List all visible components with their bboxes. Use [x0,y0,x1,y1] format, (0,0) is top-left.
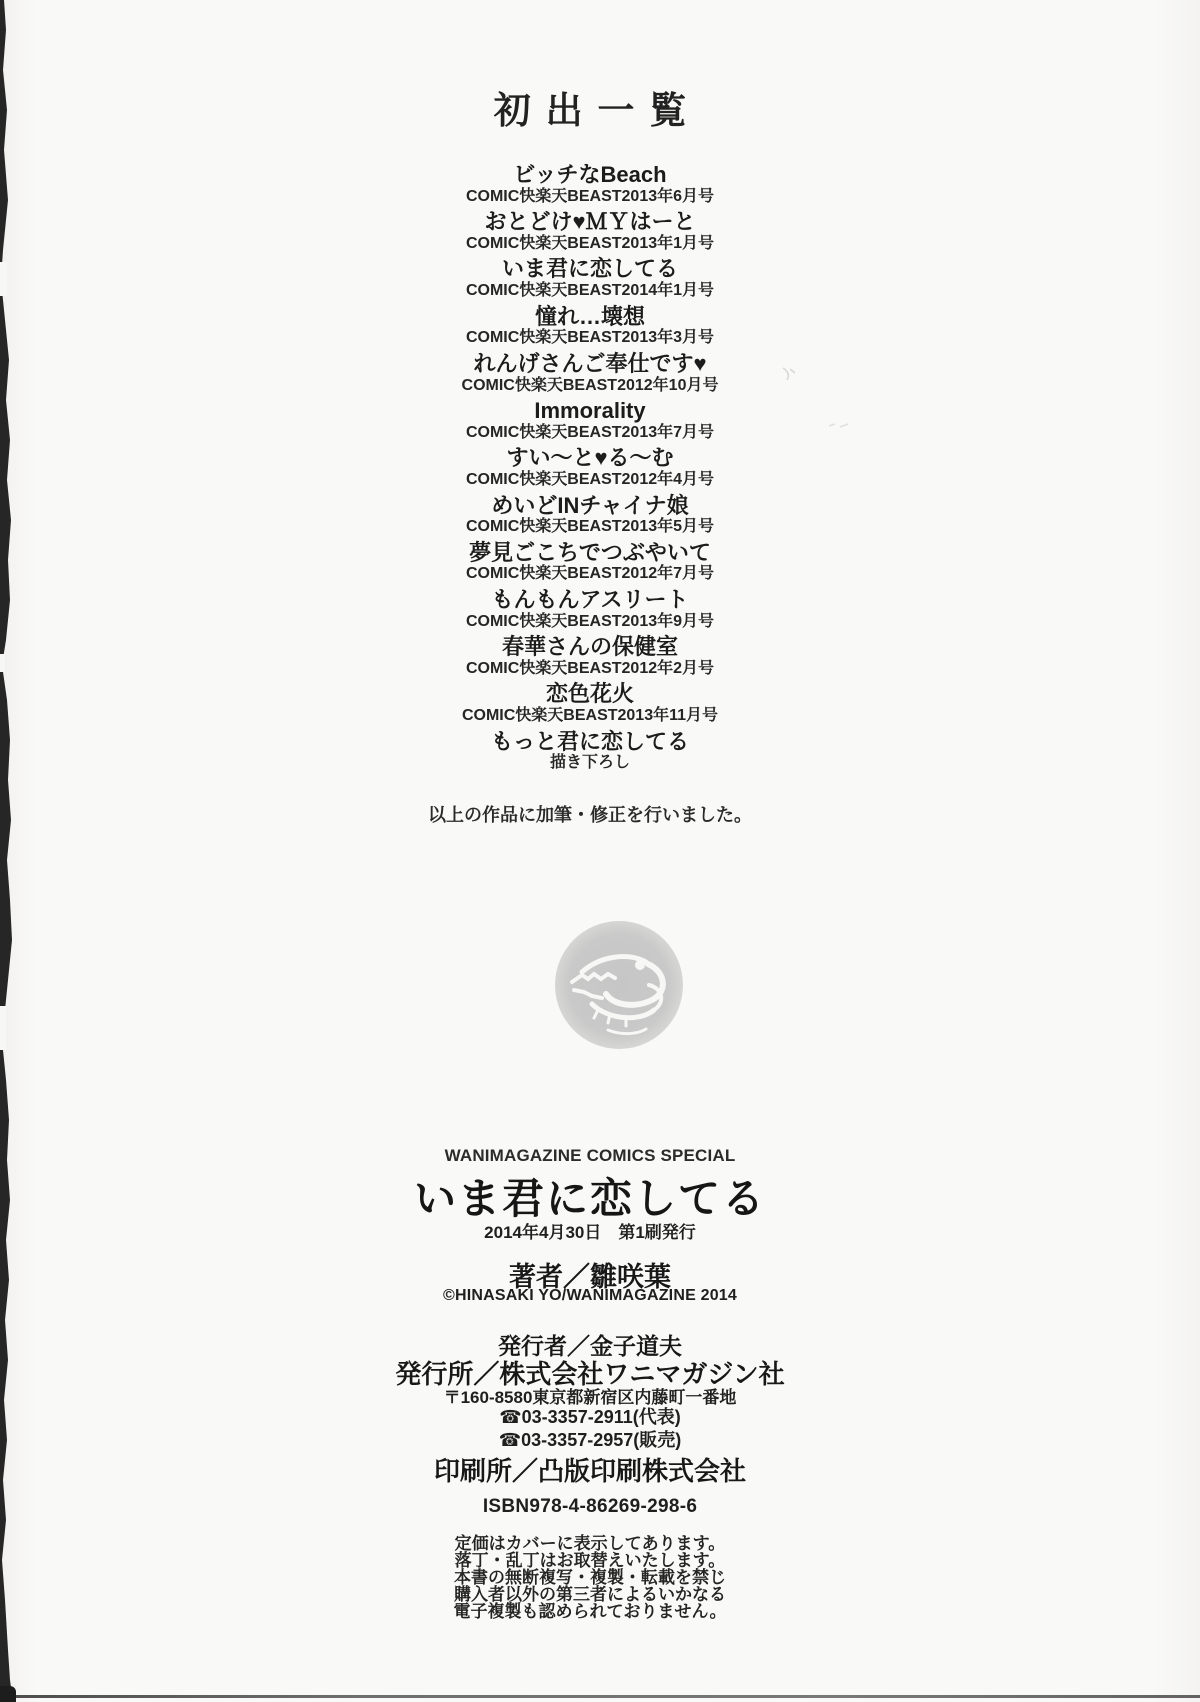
work-source: COMIC快楽天BEAST2013年9月号 [465,612,715,630]
list-item [0,210,1180,252]
list-item [0,730,1180,772]
list-item [0,399,1180,441]
work-source: COMIC快楽天BEAST2013年3月号 [465,329,715,347]
scan-speck [828,420,850,430]
legal-notice [0,1535,1180,1620]
phone-main-line: ☎03-3357-2911(代表) [499,1407,681,1427]
work-source: COMIC快楽天BEAST2013年5月号 [465,518,715,536]
publisher-person-line: 発行者／金子道夫 [498,1333,682,1359]
work-title: 夢見ごこちでつぶやいて [469,539,711,565]
print-date: 2014年4月30日 第1刷発行 [484,1223,696,1242]
imprint-brand: WANIMAGAZINE COMICS SPECIAL [444,1146,736,1165]
bottom-corner-mark [0,1686,16,1702]
work-title: すい〜と♥る〜む [506,445,674,471]
list-item [0,541,1180,583]
work-title: 憧れ…壊想 [534,303,645,329]
copyright-line: ©HINASAKI YO/WANIMAGAZINE 2014 [443,1287,737,1304]
work-title: いま君に恋してる [501,256,678,282]
work-source: COMIC快楽天BEAST2014年1月号 [465,282,715,300]
legal-notice-line: 落丁・乱丁はお取替えいたします。 [454,1551,726,1570]
author-line: 著者／雛咲葉 [509,1262,671,1292]
legal-notice-line: 電子複製も認められておりません。 [453,1602,727,1621]
work-source: COMIC快楽天BEAST2013年6月号 [465,187,715,205]
scan-speck [780,366,798,382]
publisher-company-line: 発行所／株式会社ワニマガジン社 [395,1359,785,1389]
work-title: もんもんアスリート [491,586,689,612]
work-source: COMIC快楽天BEAST2012年10月号 [461,376,719,394]
list-item [0,352,1180,394]
work-source: COMIC快楽天BEAST2013年11月号 [461,707,719,725]
list-item [0,635,1180,677]
work-title: もっと君に恋してる [490,728,689,754]
work-title: めいどINチャイナ娘 [491,492,689,518]
work-source: COMIC快楽天BEAST2012年7月号 [465,565,715,583]
bottom-scan-line [0,1695,1200,1698]
work-title: ビッチなBeach [513,162,667,187]
list-item [0,257,1180,299]
list-item [0,588,1180,630]
first-publication-list [0,163,1180,777]
legal-notice-line: 購入者以外の第三者によるいかなる [454,1585,726,1604]
work-source: COMIC快楽天BEAST2012年4月号 [465,470,715,488]
publisher-address: 〒160-8580東京都新宿区内藤町一番地 [443,1388,737,1407]
work-title: Immorality [534,398,646,424]
wanimagazine-crocodile-logo [552,918,686,1052]
page-title: 初出一覧 [493,90,701,131]
work-source: 描き下ろし [549,754,630,772]
work-title: 春華さんの保健室 [501,634,678,660]
work-title: れんげさんご奉仕です♥ [473,350,707,376]
work-source: COMIC快楽天BEAST2013年7月号 [465,423,715,441]
printer-line: 印刷所／凸版印刷株式会社 [433,1456,746,1486]
legal-notice-line: 定価はカバーに表示してあります。 [454,1534,726,1553]
list-item [0,446,1180,488]
phone-sales-line: ☎03-3357-2957(販売) [498,1430,682,1450]
revision-note: 以上の作品に加筆・修正を行いました。 [428,805,752,825]
work-title: 恋色花火 [545,681,634,707]
list-item [0,305,1180,347]
work-title: おとどけ♥ＭＹはーと [484,209,696,235]
crocodile-stamp-icon [552,918,686,1052]
list-item [0,682,1180,724]
book-title: いま君に恋してる [413,1175,766,1222]
list-item [0,494,1180,536]
legal-notice-line: 本書の無断複写・複製・転載を禁じ [454,1568,726,1587]
work-source: COMIC快楽天BEAST2013年1月号 [465,234,715,252]
list-item [0,163,1180,205]
isbn-line: ISBN978-4-86269-298-6 [482,1496,698,1517]
work-source: COMIC快楽天BEAST2012年2月号 [465,659,715,677]
